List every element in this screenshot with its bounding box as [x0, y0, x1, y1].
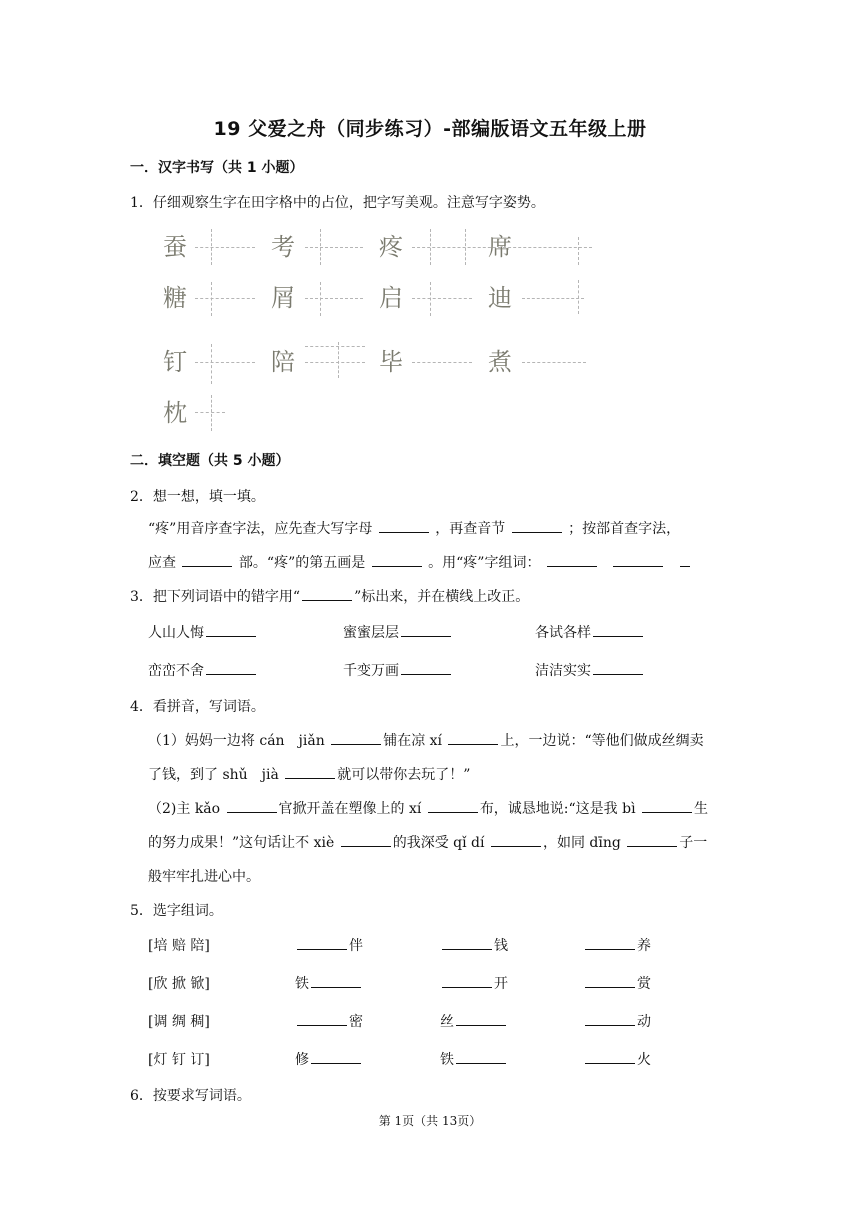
q4-text: （2)主 kǎo — [148, 801, 221, 817]
section-heading-1: 一．汉字书写（共 1 小题） — [130, 160, 304, 176]
answer-blank[interactable] — [585, 1011, 635, 1026]
grid-guide-line — [211, 395, 212, 431]
q5-group: [欣 掀 锨] — [148, 976, 210, 992]
answer-blank[interactable] — [311, 973, 361, 988]
q4-text: 的我深受 qǐ dí — [392, 835, 485, 851]
grid-guide-line — [430, 282, 431, 316]
q4-text: 铺在凉 xí — [383, 733, 443, 749]
grid-char: 启 — [379, 284, 403, 312]
grid-guide-line — [578, 237, 579, 265]
q3-item: 各试各样 — [535, 622, 645, 642]
answer-blank[interactable] — [227, 798, 277, 813]
grid-guide-line — [195, 247, 255, 248]
answer-blank[interactable] — [613, 552, 663, 567]
q2-text: 应查 — [148, 555, 176, 571]
question-6-heading: 6．按要求写词语。 — [130, 1088, 251, 1104]
q5-item: 赏 — [583, 973, 651, 993]
q4-text: 布，诚恳地说:“这是我 bì — [479, 801, 636, 817]
question-4-part-2-line-3: 般牢牢扎进心中。 — [148, 869, 260, 885]
q3-item: 千变万画 — [343, 660, 453, 680]
answer-blank[interactable] — [297, 935, 347, 950]
answer-blank[interactable] — [372, 552, 422, 567]
question-4-part-1-line-1 — [148, 730, 704, 750]
answer-blank[interactable] — [680, 552, 690, 567]
q5-item: 养 — [583, 935, 651, 955]
grid-char: 糖 — [163, 284, 187, 312]
question-4-part-2-line-1 — [148, 798, 708, 818]
grid-char: 蚕 — [163, 233, 187, 261]
grid-char: 迪 — [488, 284, 512, 312]
grid-guide-line — [211, 229, 212, 265]
q5-item: 修 — [295, 1049, 363, 1069]
q2-text: 。用“疼”字组词： — [428, 555, 541, 571]
mark-blank — [302, 586, 352, 601]
answer-blank[interactable] — [448, 730, 498, 745]
grid-char: 毕 — [379, 348, 403, 376]
q4-text: 了钱，到了 shǔ jià — [148, 767, 279, 783]
q5-group: [培 赔 陪] — [148, 938, 210, 954]
question-2-line-2 — [148, 552, 692, 572]
q5-item: 开 — [440, 973, 508, 993]
grid-guide-line — [522, 298, 584, 299]
answer-blank[interactable] — [627, 832, 677, 847]
grid-guide-line — [578, 280, 579, 314]
page-title: 19 父爱之舟（同步练习）-部编版语文五年级上册 — [213, 118, 647, 140]
grid-guide-line — [305, 362, 365, 363]
grid-guide-line — [211, 282, 212, 316]
grid-char: 考 — [271, 233, 295, 261]
grid-guide-line — [305, 346, 365, 347]
answer-blank[interactable] — [401, 622, 451, 637]
answer-blank[interactable] — [206, 660, 256, 675]
grid-guide-line — [338, 342, 339, 378]
answer-blank[interactable] — [331, 730, 381, 745]
grid-guide-line — [412, 298, 472, 299]
grid-guide-line — [211, 344, 212, 384]
q3-item: 蜜蜜层层 — [343, 622, 453, 642]
q4-text: 官掀开盖在塑像上的 xí — [278, 801, 422, 817]
q5-item: 铁 — [295, 973, 363, 993]
grid-char: 席 — [488, 233, 512, 261]
grid-guide-line — [195, 412, 225, 413]
q4-text: 就可以带你去玩了！” — [337, 767, 471, 783]
q5-item: 铁 — [440, 1049, 508, 1069]
q4-text: 子一 — [679, 835, 708, 851]
grid-guide-line — [412, 362, 472, 363]
q2-text: 部。“疼”的第五画是 — [238, 555, 366, 571]
q4-text: （1）妈妈一边将 cán jiǎn — [148, 733, 325, 749]
answer-blank[interactable] — [379, 518, 429, 533]
grid-char: 屑 — [271, 284, 295, 312]
q3-text: 3．把下列词语中的错字用“ — [130, 589, 301, 605]
q3-item: 人山人悔 — [148, 622, 258, 642]
q5-item: 火 — [583, 1049, 651, 1069]
answer-blank[interactable] — [642, 798, 692, 813]
q4-text: 上，一边说：“等他们做成丝绸卖 — [500, 733, 704, 749]
answer-blank[interactable] — [593, 622, 643, 637]
question-2-heading: 2．想一想，填一填。 — [130, 489, 265, 505]
grid-guide-line — [430, 229, 431, 265]
answer-blank[interactable] — [285, 764, 335, 779]
grid-guide-line — [465, 229, 466, 265]
question-3-heading — [130, 586, 529, 606]
answer-blank[interactable] — [585, 1049, 635, 1064]
q5-group: [灯 钉 订] — [148, 1052, 210, 1068]
grid-guide-line — [195, 362, 255, 363]
q2-text: ；按部首查字法， — [568, 521, 681, 537]
q3-item: 洁洁实实 — [535, 660, 645, 680]
grid-char: 煮 — [488, 348, 512, 376]
answer-blank[interactable] — [585, 935, 635, 950]
answer-blank[interactable] — [341, 832, 391, 847]
answer-blank[interactable] — [442, 973, 492, 988]
grid-char: 疼 — [379, 233, 403, 261]
grid-guide-line — [320, 229, 321, 265]
question-1: 1．仔细观察生字在田字格中的占位，把字写美观。注意写字姿势。 — [130, 195, 545, 211]
q5-item: 丝 — [440, 1011, 508, 1031]
q5-group: [调 绸 稠] — [148, 1014, 210, 1030]
question-4-heading: 4．看拼音，写词语。 — [130, 699, 265, 715]
q5-item: 钱 — [440, 935, 508, 955]
q5-item: 动 — [583, 1011, 651, 1031]
answer-blank[interactable] — [206, 622, 256, 637]
grid-guide-line — [305, 298, 363, 299]
page-footer: 第 1页（共 13页） — [378, 1114, 482, 1128]
question-4-part-2-line-2 — [148, 832, 707, 852]
q2-text: “疼”用音序查字法，应先查大写字母 — [148, 521, 373, 537]
q4-text: 的努力成果！”这句话让不 xiè — [148, 835, 335, 851]
q3-text: ”标出来，并在横线上改正。 — [354, 589, 530, 605]
q3-item: 峦峦不舍 — [148, 660, 258, 680]
answer-blank[interactable] — [297, 1011, 347, 1026]
answer-blank[interactable] — [547, 552, 597, 567]
q2-text: ，再查音节 — [435, 521, 506, 537]
answer-blank[interactable] — [456, 1011, 506, 1026]
q4-text: 生 — [694, 801, 709, 817]
q4-text: ，如同 dīng — [542, 835, 621, 851]
answer-blank[interactable] — [512, 518, 562, 533]
answer-blank[interactable] — [401, 660, 451, 675]
question-5-heading: 5．选字组词。 — [130, 903, 223, 919]
answer-blank[interactable] — [442, 935, 492, 950]
answer-blank[interactable] — [182, 552, 232, 567]
answer-blank[interactable] — [456, 1049, 506, 1064]
question-4-part-1-line-2 — [148, 764, 470, 784]
section-heading-2: 二．填空题（共 5 小题） — [130, 453, 290, 469]
answer-blank[interactable] — [593, 660, 643, 675]
grid-char: 枕 — [163, 399, 187, 427]
q5-item: 密 — [295, 1011, 363, 1031]
answer-blank[interactable] — [428, 798, 478, 813]
grid-char: 钉 — [163, 348, 187, 376]
grid-guide-line — [522, 362, 586, 363]
grid-guide-line — [412, 247, 592, 248]
grid-guide-line — [195, 298, 255, 299]
q5-item: 伴 — [295, 935, 363, 955]
grid-guide-line — [305, 247, 363, 248]
answer-blank[interactable] — [311, 1049, 361, 1064]
answer-blank[interactable] — [585, 973, 635, 988]
answer-blank[interactable] — [491, 832, 541, 847]
grid-guide-line — [320, 282, 321, 316]
question-2-line-1 — [148, 518, 680, 538]
grid-char: 陪 — [271, 348, 295, 376]
